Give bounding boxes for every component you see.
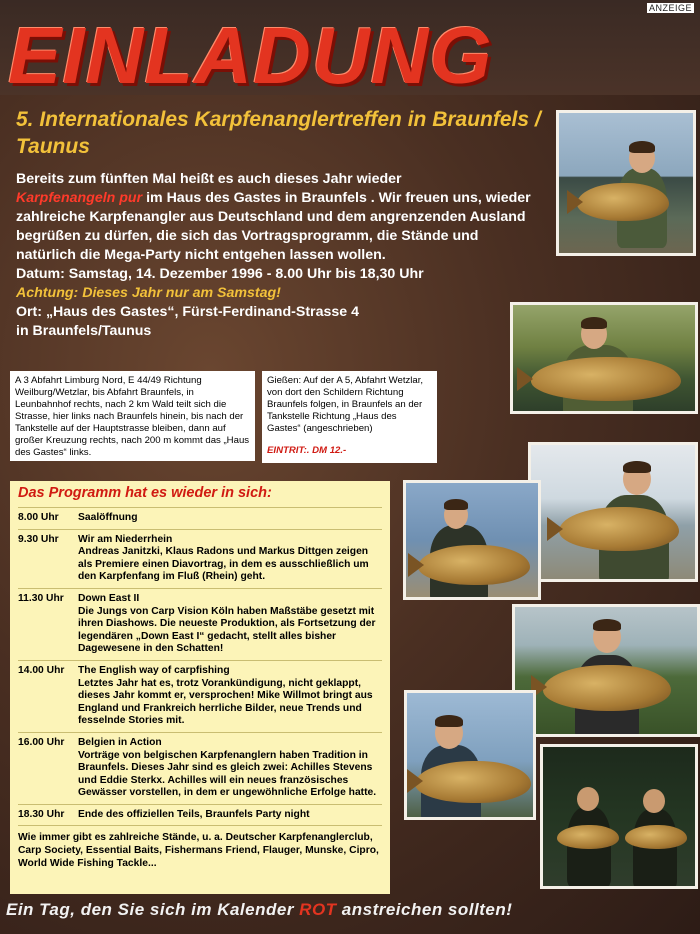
program-description: Andreas Janitzki, Klaus Radons und Markus Dittgen zeigen als Premiere einen Diavortrag, in dem es ausschließlich um den Karpfenfang im Fluß (Rhein) geht. bbox=[78, 546, 369, 583]
program-description: Vorträge von belgischen Karpfenanglern haben Tradition in Braunfels. Dieses Jahr sind es gleich zwei: Achilles Stevens und Eddie Sterkx. Achilles will ein neues französisches Gewässer vorstellen, in dem er ungewöhnliche Erfolge hatte. bbox=[78, 749, 377, 799]
footer-before: Ein Tag, den Sie sich im Kalender bbox=[6, 900, 300, 919]
event-date: Datum: Samstag, 14. Dezember 1996 - 8.00 Uhr bis 18,30 Uhr bbox=[16, 266, 424, 282]
program-item bbox=[18, 660, 382, 732]
intro-text bbox=[16, 170, 536, 341]
program-item bbox=[18, 507, 382, 529]
program-heading: Wir am Niederrhein bbox=[78, 533, 173, 545]
directions-a3-text: A 3 Abfahrt Limburg Nord, E 44/49 Richtung Weilburg/Wetzlar, bis Abfahrt Braunfels, in Leunbahnhof rechts, nach 2 km Wald teilt sich die Strasse, hier links nach Braunfels hinein, bis nach der Tankstelle auf der Hauptstrasse bleiben, dann auf großer Kreuzung rechts, nach 200 m kommt das „Haus des Gastes“ links. bbox=[15, 375, 250, 458]
program-time: 18.30 Uhr bbox=[18, 808, 65, 820]
achtung-note: Achtung: Dieses Jahr nur am Samstag! bbox=[16, 285, 281, 301]
program-time: 8.00 Uhr bbox=[18, 512, 59, 523]
program-time: 9.30 Uhr bbox=[18, 533, 59, 545]
photo-angler-grass bbox=[512, 604, 700, 737]
program-heading: The English way of carpfishing bbox=[78, 664, 230, 676]
program-exhibitors: Wie immer gibt es zahlreiche Stände, u. a. Deutscher Karpfenanglerclub, Carp Society, Essential Baits, Fishermans Friend, Flauger, Munske, Cipro, World Wide Fishing Tackle... bbox=[18, 825, 382, 870]
program-box bbox=[10, 481, 390, 894]
program-item bbox=[18, 804, 382, 826]
program-time: 14.00 Uhr bbox=[18, 664, 65, 676]
footer-after: anstreichen sollten! bbox=[336, 900, 513, 919]
photo-angler-smiling bbox=[404, 690, 536, 820]
directions-giessen-text: Gießen: Auf der A 5, Abfahrt Wetzlar, von dort den Schildern Richtung Braunfels folgen, in Braunfels an der Tankstelle Richtung „Haus des Gastes“ (angeschrieben) bbox=[267, 375, 424, 434]
program-heading: Saalöffnung bbox=[78, 512, 138, 523]
admission-price: EINTRIT:. DM 12.- bbox=[267, 445, 347, 456]
footer-slogan bbox=[6, 900, 696, 920]
program-heading: Down East II bbox=[78, 592, 140, 604]
program-item bbox=[18, 529, 382, 588]
program-time: 11.30 Uhr bbox=[18, 592, 64, 604]
program-description: Die Jungs von Carp Vision Köln haben Maßstäbe gesetzt mit ihren Diashows. Die neueste Produktion, als Fortsetzung der legendären „Down East I“ gedacht, stellt alles bisher Dagewesene in den Schatten! bbox=[78, 605, 376, 655]
intro-p1-after: im Haus des Gastes in Braunfels . Wir freuen uns, wieder zahlreiche Karpfenangler aus Deutschland und dem angrenzenden Ausland begrüßen zu dürfen, die sich das Vortragsprogramm, die Stände und natürlich die Mega-Party nicht entgehen lassen wollen. bbox=[16, 190, 531, 263]
photo-angler-blue-water bbox=[403, 480, 541, 600]
photo-angler-reeds bbox=[510, 302, 698, 414]
venue-line2: in Braunfels/Taunus bbox=[16, 323, 152, 339]
footer-rot: ROT bbox=[299, 900, 337, 919]
intro-p1-before: Bereits zum fünften Mal heißt es auch dieses Jahr wieder bbox=[16, 171, 402, 187]
page-title: EINLADUNG bbox=[8, 11, 493, 100]
program-description: Letztes Jahr hat es, trotz Vorankündigung, nicht geklappt, dieses Jahr kommt er, versprochen! Mike Willmot bringt aus England und Frankreich herrliche Bilder, neue Trends und fesselnde Stories mit. bbox=[78, 677, 373, 727]
program-heading: Belgien in Action bbox=[78, 736, 162, 748]
event-subtitle: 5. Internationales Karpfenanglertreffen in Braunfels / Taunus bbox=[16, 108, 541, 158]
venue-line1: Ort: „Haus des Gastes“, Fürst-Ferdinand-Strasse 4 bbox=[16, 304, 359, 320]
photo-anglers-night bbox=[540, 744, 698, 889]
intro-highlight: Karpfenangeln pur bbox=[16, 190, 143, 206]
program-heading: Ende des offiziellen Teils, Braunfels Party night bbox=[78, 808, 310, 820]
directions-a3 bbox=[10, 371, 255, 461]
program-item bbox=[18, 732, 382, 804]
photo-angler-grey-lake bbox=[528, 442, 698, 582]
program-time: 16.00 Uhr bbox=[18, 736, 65, 748]
photo-angler-lake bbox=[556, 110, 696, 256]
directions-giessen bbox=[262, 371, 437, 463]
program-item bbox=[18, 588, 382, 660]
ad-label: ANZEIGE bbox=[648, 3, 692, 13]
program-title: Das Programm hat es wieder in sich: bbox=[18, 485, 272, 501]
